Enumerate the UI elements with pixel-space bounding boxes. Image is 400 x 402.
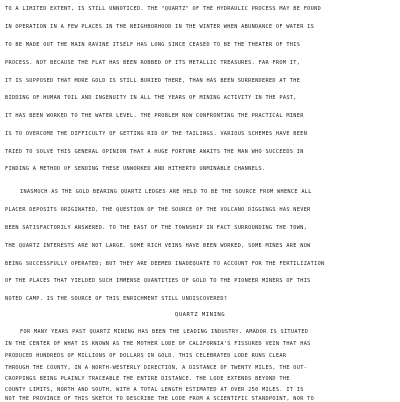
text-line: COUNTY LIMITS, NORTH AND SOUTH, WITH A TOTAL LENGTH ESTIMATED AT OVER 250 MILES. IT IS (5, 387, 304, 393)
text-line: NOT THE PROVINCE OF THIS SKETCH TO DESCRIBE THE LODE FROM A SCIENTIFIC STANDPOINT, NOR TO (5, 396, 315, 402)
text-line: CROPPINGS BEING PLAINLY TRACEABLE THE ENTIRE DISTANCE. THE LODE EXTENDS BEYOND THE (5, 376, 290, 382)
text-line: IS TO OVERCOME THE DIFFICULTY OF GETTING RID OF THE TAILINGS. VARIOUS SCHEMES HAVE BEEN (5, 131, 308, 137)
text-line: TO BE MADE OUT THE MAIN RAVINE ITSELF HAS LONG SINCE CEASED TO BE THE THEATER OF THIS (5, 42, 301, 48)
text-line: PLACER DEPOSITS ORIGINATED, THE QUESTION OF THE SOURCE OF THE VOLCANO DIGGINGS HAS NEVER (5, 207, 311, 213)
text-line: FOR MANY YEARS PAST QUARTZ MINING HAS BEEN THE LEADING INDUSTRY. AMADOR IS SITUATED (20, 329, 309, 335)
text-line: THROUGH THE COUNTY, IN A NORTH-WESTERLY DIRECTION, A DISTANCE OF TWENTY MILES, THE OUT- (5, 365, 308, 371)
text-line: BEEN SATISFACTORILY ANSWERED. TO THE EAST OF THE TOWNSHIP IN FACT SURROUNDING THE TOWN, (5, 225, 308, 231)
text-line: TO A LIMITED EXTENT, IS STILL UNNOTICED. THE "QUARTZ" OF THE HYDRAULIC PROCESS MAY BE FOUND (5, 6, 322, 12)
text-line: INASMUCH AS THE GOLD BEARING QUARTZ LEDGES ARE HELD TO BE THE SOURCE FROM WHENCE ALL (20, 189, 312, 195)
text-line: BEING SUCCESSFULLY OPERATED; BUT THEY ARE DEEMED INADEQUATE TO ACCOUNT FOR THE FERTILIZATION (5, 261, 325, 267)
text-line: TRIED TO SOLVE THIS GENERAL OPINION THAT A HUGE FORTUNE AWAITS THE MAN WHO SUCCEEDS IN (5, 149, 304, 155)
text-line: OF THE PLACES THAT YIELDED SUCH IMMENSE QUANTITIES OF GOLD TO THE PIONEER MINERS OF THIS (5, 278, 311, 284)
text-line: PROCESS. NOT BECAUSE THE FLAT HAS BEEN ROBBED OF ITS METALLIC TREASURES. FAR FROM IT, (5, 60, 301, 66)
section-heading: QUARTZ MINING (174, 312, 226, 318)
text-line: IT HAS BEEN WORKED TO THE WATER LEVEL. THE PROBLEM NOW CONFRONTING THE PRACTICAL MINER (5, 113, 304, 119)
text-line: FINDING A METHOD OF SENDING THESE UNWORKED AND HITHERTO UNMINABLE CHANNELS. (5, 166, 266, 172)
text-line: BIDDING OF HUMAN TOIL AND INGENUITY IN ALL THE YEARS OF MINING ACTIVITY IN THE PAST, (5, 95, 297, 101)
text-line: IT IS SUPPOSED THAT MORE GOLD IS STILL BURIED THERE, THAN HAS BEEN SURRENDERED AT THE (5, 78, 301, 84)
text-line: IN OPERATION IN A FEW PLACES IN THE NEIGHBORHOOD IN THE WINTER WHEN ABUNDANCE OF WATER IS (5, 24, 315, 30)
text-line: THE QUARTZ INTERESTS ARE NOT LARGE. SOME RICH VEINS HAVE BEEN WORKED, SOME MINES ARE NOW (5, 243, 311, 249)
text-line: IN THE CENTER OF WHAT IS KNOWN AS THE MOTHER LODE OF CALIFORNIA'S FISSURED VEIN THAT HAS (5, 341, 311, 347)
text-line: PRODUCED HUNDREDS OF MILLIONS OF DOLLARS IN GOLD. THIS CELEBRATED LODE RUNS CLEAR (5, 353, 287, 359)
text-line: NOTED CAMP. IS THE SOURCE OF THIS ENRICHMENT STILL UNDISCOVERED? (5, 296, 228, 302)
